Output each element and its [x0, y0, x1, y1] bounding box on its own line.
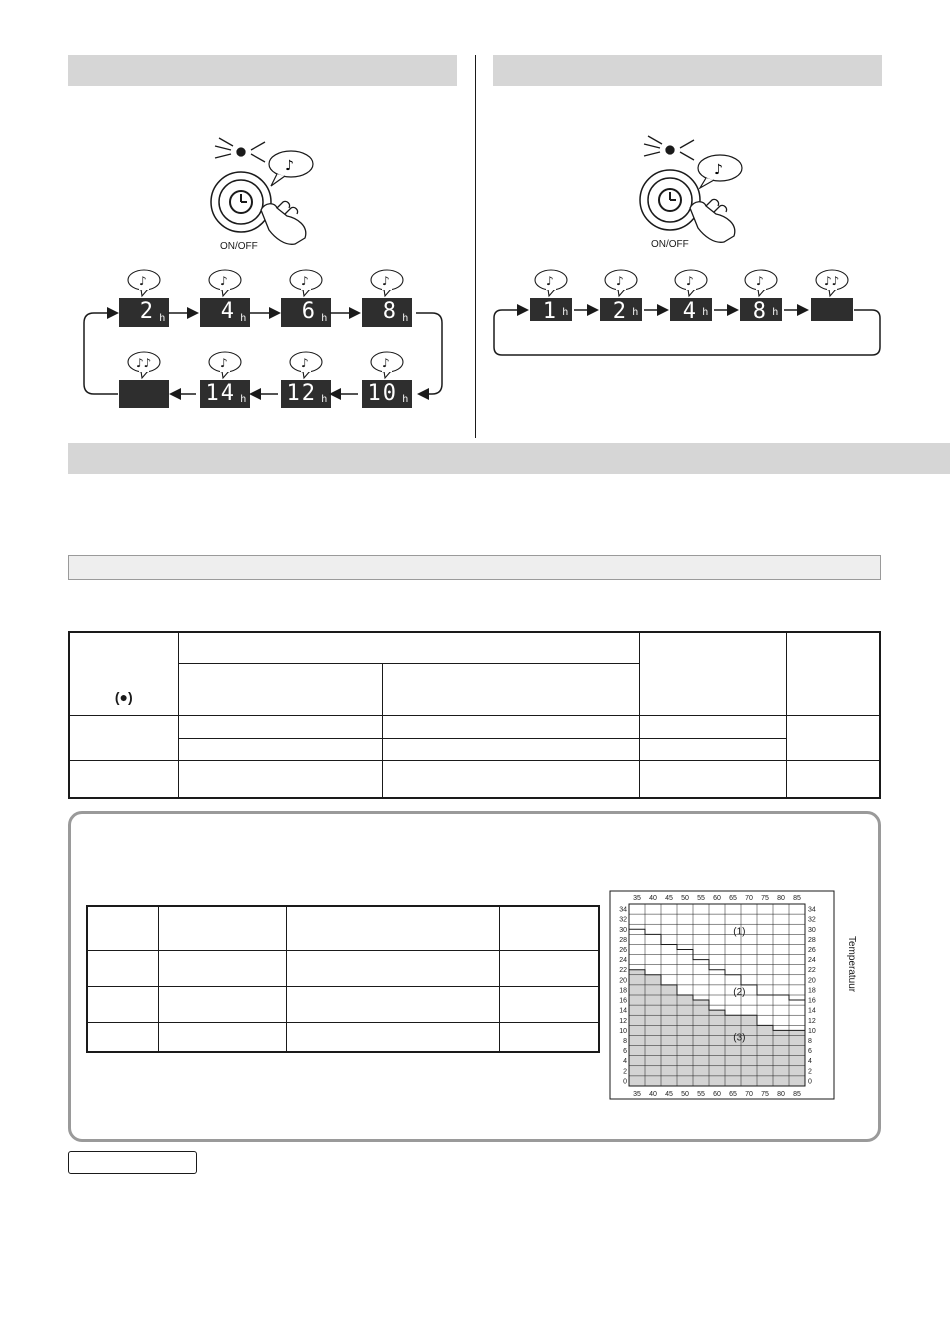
y-tick-label-right: 0 [808, 1078, 812, 1086]
y-tick-label-left: 6 [623, 1048, 627, 1056]
timer-display-value: 4 [220, 299, 236, 324]
timer-display-unit: h [702, 307, 708, 318]
region-label: (3) [733, 1032, 746, 1044]
y-tick-label-left: 20 [619, 977, 627, 985]
table-row [69, 760, 880, 798]
y-tick-label-right: 32 [808, 916, 816, 924]
right-onoff-label: ON/OFF [651, 239, 689, 250]
timer-display-unit: h [321, 313, 327, 324]
svg-text:♪: ♪ [546, 274, 554, 288]
x-tick-label-top: 65 [729, 895, 737, 902]
y-tick-label-right: 28 [808, 936, 816, 944]
table-header-cell [178, 632, 640, 663]
svg-text:♪♪: ♪♪ [824, 274, 840, 288]
table-row [87, 986, 599, 1022]
y-tick-label-left: 4 [623, 1058, 627, 1066]
timer-display-unit: h [240, 313, 246, 324]
timer-display-value: 10 [367, 381, 398, 406]
y-tick-label-right: 14 [808, 1007, 816, 1015]
left-panel-header [68, 55, 457, 86]
x-tick-label-top: 70 [745, 895, 753, 902]
timer-display-value: 4 [682, 299, 698, 324]
y-tick-label-left: 24 [619, 957, 627, 965]
x-tick-label-bottom: 70 [745, 1091, 753, 1098]
timer-display-unit: h [321, 394, 327, 405]
region-label: (2) [733, 987, 746, 998]
x-tick-label-bottom: 85 [793, 1091, 801, 1098]
timer-display-unit: h [632, 307, 638, 318]
mode-table [68, 631, 881, 799]
svg-text:♪: ♪ [714, 162, 723, 178]
y-tick-label-right: 24 [808, 957, 816, 965]
y-tick-label-left: 32 [619, 916, 627, 924]
svg-text:♪: ♪ [301, 274, 309, 288]
y-tick-label-right: 2 [808, 1068, 812, 1076]
table-header-cell [383, 663, 640, 715]
right-timer-button-illustration [634, 130, 754, 245]
y-tick-label-left: 8 [623, 1038, 627, 1045]
timer-display-unit: h [772, 307, 778, 318]
x-tick-label-top: 85 [793, 895, 801, 902]
pressing-hand-icon [690, 199, 735, 242]
y-tick-label-right: 30 [808, 926, 816, 934]
timer-display-value: 2 [612, 299, 628, 324]
timer-display-unit: h [402, 313, 408, 324]
y-tick-label-left: 30 [619, 926, 627, 934]
svg-text:♪: ♪ [382, 274, 390, 288]
svg-text:♪: ♪ [686, 274, 694, 288]
y-tick-label-right: 6 [808, 1048, 812, 1056]
x-tick-label-bottom: 50 [681, 1091, 689, 1098]
y-tick-label-right: 18 [808, 987, 816, 995]
blink-indicator-icon [215, 138, 265, 162]
temperature-chart [609, 890, 859, 1102]
timer-display-unit: h [402, 394, 408, 405]
subsection-header [68, 555, 881, 580]
timer-display-value: 12 [286, 381, 317, 406]
note-bubble-icon [531, 268, 571, 298]
section-header [68, 443, 950, 474]
y-tick-label-left: 10 [619, 1027, 627, 1035]
x-tick-label-bottom: 35 [633, 1091, 641, 1098]
speech-note-icon [698, 155, 742, 188]
y-tick-label-left: 18 [619, 987, 627, 995]
svg-text:♪: ♪ [301, 356, 309, 370]
timer-display-value: 1 [542, 299, 558, 324]
table-row [87, 1022, 599, 1052]
y-tick-label-right: 20 [808, 977, 816, 985]
speech-note-icon [269, 151, 313, 186]
y-tick-label-right: 34 [808, 906, 816, 914]
y-tick-label-right: 8 [808, 1038, 812, 1045]
svg-text:♪♪: ♪♪ [136, 356, 152, 370]
table-header-cell [640, 632, 787, 715]
table-header-cell [178, 663, 383, 715]
svg-text:♪: ♪ [220, 356, 228, 370]
y-tick-label-right: 10 [808, 1027, 816, 1035]
x-tick-label-bottom: 55 [697, 1091, 705, 1098]
note-bubble-icon [741, 268, 781, 298]
table-row [69, 715, 880, 738]
x-tick-label-bottom: 60 [713, 1091, 721, 1098]
right-cycle-arrows [490, 295, 885, 360]
indicator-label: (●) [114, 688, 133, 705]
left-cycle-arrows [80, 270, 450, 410]
x-tick-label-top: 75 [761, 895, 769, 902]
svg-text:♪: ♪ [756, 274, 764, 288]
y-axis-label: Temperatuur [846, 936, 857, 993]
table-row [87, 906, 599, 950]
y-tick-label-left: 2 [623, 1068, 627, 1076]
left-timer-button-illustration [205, 132, 325, 247]
x-tick-label-top: 55 [697, 895, 705, 902]
pressing-hand-icon [261, 201, 306, 244]
svg-text:♪: ♪ [220, 274, 228, 288]
x-tick-label-top: 40 [649, 895, 657, 902]
note-label-box [68, 1151, 197, 1174]
double-note-bubble-icon [812, 268, 852, 298]
timer-display-value: 8 [382, 299, 398, 324]
x-tick-label-top: 35 [633, 895, 641, 902]
table-row [69, 738, 880, 760]
y-tick-label-left: 16 [619, 997, 627, 1005]
timer-button-icon [211, 172, 271, 232]
y-tick-label-left: 12 [619, 1017, 627, 1025]
x-tick-label-top: 50 [681, 895, 689, 902]
x-tick-label-top: 80 [777, 895, 785, 902]
x-tick-label-bottom: 75 [761, 1091, 769, 1098]
x-tick-label-bottom: 80 [777, 1091, 785, 1098]
y-tick-label-right: 26 [808, 947, 816, 954]
svg-text:♪: ♪ [382, 356, 390, 370]
y-tick-label-left: 22 [619, 967, 627, 975]
table-row [87, 950, 599, 986]
timer-display-value: 2 [139, 299, 155, 324]
timer-display-unit: h [159, 313, 165, 324]
y-tick-label-right: 16 [808, 997, 816, 1005]
x-tick-label-bottom: 65 [729, 1091, 737, 1098]
x-tick-label-bottom: 45 [665, 1091, 673, 1098]
timer-display-value: 8 [752, 299, 768, 324]
panel-divider [475, 55, 476, 438]
y-tick-label-left: 26 [619, 947, 627, 954]
y-tick-label-right: 4 [808, 1058, 812, 1066]
timer-display-value: 6 [301, 299, 317, 324]
y-tick-label-left: 0 [623, 1078, 627, 1086]
note-bubble-icon [601, 268, 641, 298]
y-tick-label-right: 22 [808, 967, 816, 975]
blink-indicator-icon [644, 136, 694, 160]
svg-text:♪: ♪ [616, 274, 624, 288]
svg-text:♪: ♪ [139, 274, 147, 288]
condition-table [86, 905, 600, 1053]
x-tick-label-bottom: 40 [649, 1091, 657, 1098]
y-tick-label-right: 12 [808, 1017, 816, 1025]
svg-text:♪: ♪ [285, 158, 294, 174]
table-header-cell [787, 632, 880, 715]
timer-display-unit: h [240, 394, 246, 405]
timer-display-unit: h [562, 307, 568, 318]
timer-display-value: 14 [205, 381, 236, 406]
x-tick-label-top: 45 [665, 895, 673, 902]
right-panel-header [493, 55, 882, 86]
y-tick-label-left: 34 [619, 906, 627, 914]
left-onoff-label: ON/OFF [220, 241, 258, 252]
y-tick-label-left: 28 [619, 936, 627, 944]
timer-button-icon [640, 170, 700, 230]
y-tick-label-left: 14 [619, 1007, 627, 1015]
region-label: (1) [733, 926, 746, 938]
note-bubble-icon [671, 268, 711, 298]
x-tick-label-top: 60 [713, 895, 721, 902]
